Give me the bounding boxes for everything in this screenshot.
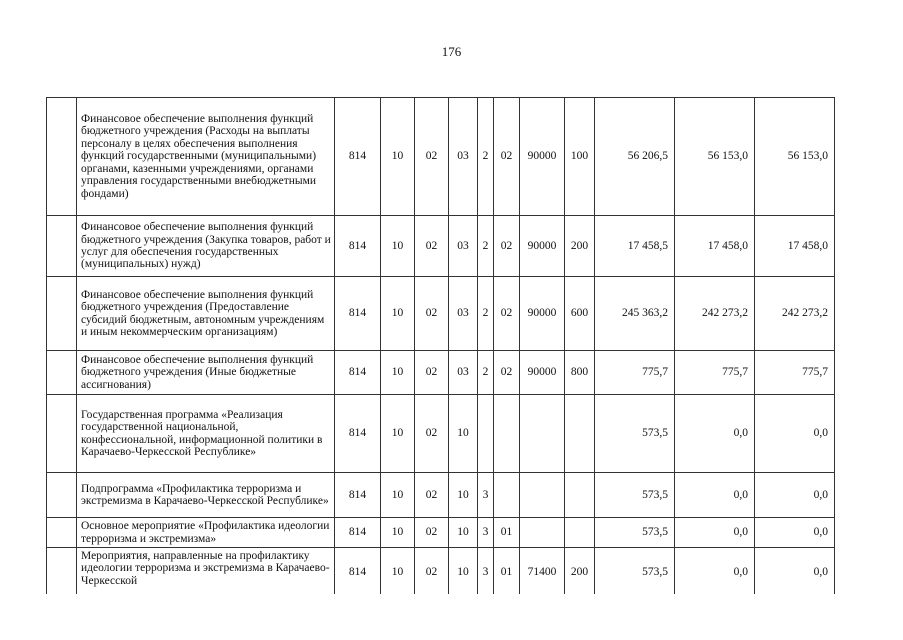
blank-cell — [47, 351, 77, 395]
direction-code: 90000 — [520, 216, 565, 277]
budget-table — [46, 97, 835, 594]
table-row — [47, 98, 835, 216]
row-name: Финансовое обеспечение выполнения функций бюджетного учреждения (Расходы на выплаты персоналу в целях обеспечения выполнения функций государственными (муниципальными) органами, казенными учреждениями, органами управления государственными внебюджетными фондами) — [77, 98, 335, 216]
expense-type-code: 600 — [565, 277, 595, 351]
blank-cell — [47, 473, 77, 518]
section-code: 10 — [381, 216, 415, 277]
row-name: Финансовое обеспечение выполнения функций бюджетного учреждения (Предоставление субсидий бюджетным, автономным учреждениям и иным некоммерческим организациям) — [77, 277, 335, 351]
sum-year-2: 0,0 — [675, 395, 755, 473]
page-number: 176 — [441, 44, 462, 59]
ministry-code: 814 — [335, 216, 381, 277]
program-code: 10 — [449, 518, 478, 548]
row-name: Государственная программа «Реализация государственной национальной, конфессиональной, информационной политики в Карачаево-Черкесской Республике» — [77, 395, 335, 473]
subprogram-code: 2 — [478, 216, 494, 277]
blank-cell — [47, 216, 77, 277]
program-code: 10 — [449, 548, 478, 594]
section-code: 10 — [381, 473, 415, 518]
section-code: 10 — [381, 548, 415, 594]
sum-year-3: 0,0 — [755, 548, 835, 594]
row-name: Основное мероприятие «Профилактика идеологии терроризма и экстремизма» — [77, 518, 335, 548]
main-event-code: 02 — [494, 277, 520, 351]
blank-cell — [47, 98, 77, 216]
sum-year-1: 573,5 — [595, 395, 675, 473]
blank-cell — [47, 395, 77, 473]
sum-year-3: 775,7 — [755, 351, 835, 395]
table-row — [47, 548, 835, 594]
sum-year-1: 17 458,5 — [595, 216, 675, 277]
ministry-code: 814 — [335, 395, 381, 473]
program-code: 03 — [449, 277, 478, 351]
subsection-code: 02 — [415, 548, 449, 594]
sum-year-3: 0,0 — [755, 473, 835, 518]
subprogram-code: 2 — [478, 98, 494, 216]
sum-year-3: 242 273,2 — [755, 277, 835, 351]
sum-year-3: 0,0 — [755, 395, 835, 473]
blank-cell — [47, 548, 77, 594]
section-code: 10 — [381, 277, 415, 351]
row-name: Мероприятия, направленные на профилактику идеологии терроризма и экстремизма в Карачаево-Черкесской — [77, 548, 335, 594]
subsection-code: 02 — [415, 98, 449, 216]
table-row — [47, 473, 835, 518]
expense-type-code: 100 — [565, 98, 595, 216]
subsection-code: 02 — [415, 351, 449, 395]
program-code: 03 — [449, 351, 478, 395]
sum-year-1: 573,5 — [595, 518, 675, 548]
direction-code: 71400 — [520, 548, 565, 594]
row-name: Подпрограмма «Профилактика терроризма и экстремизма в Карачаево-Черкесской Республике» — [77, 473, 335, 518]
program-code: 03 — [449, 216, 478, 277]
main-event-code: 02 — [494, 351, 520, 395]
sum-year-2: 0,0 — [675, 473, 755, 518]
sum-year-2: 775,7 — [675, 351, 755, 395]
sum-year-1: 56 206,5 — [595, 98, 675, 216]
sum-year-3: 0,0 — [755, 518, 835, 548]
subprogram-code: 3 — [478, 548, 494, 594]
main-event-code: 02 — [494, 216, 520, 277]
sum-year-2: 56 153,0 — [675, 98, 755, 216]
ministry-code: 814 — [335, 98, 381, 216]
ministry-code: 814 — [335, 548, 381, 594]
table-row — [47, 395, 835, 473]
blank-cell — [47, 518, 77, 548]
main-event-code — [494, 395, 520, 473]
subprogram-code: 3 — [478, 518, 494, 548]
expense-type-code — [565, 395, 595, 473]
table-row — [47, 216, 835, 277]
section-code: 10 — [381, 395, 415, 473]
section-code: 10 — [381, 98, 415, 216]
sum-year-3: 17 458,0 — [755, 216, 835, 277]
section-code: 10 — [381, 351, 415, 395]
subsection-code: 02 — [415, 216, 449, 277]
sum-year-2: 0,0 — [675, 518, 755, 548]
direction-code — [520, 518, 565, 548]
subsection-code: 02 — [415, 518, 449, 548]
direction-code — [520, 473, 565, 518]
blank-cell — [47, 277, 77, 351]
ministry-code: 814 — [335, 518, 381, 548]
main-event-code — [494, 473, 520, 518]
sum-year-2: 0,0 — [675, 548, 755, 594]
program-code: 10 — [449, 473, 478, 518]
row-name: Финансовое обеспечение выполнения функций бюджетного учреждения (Иные бюджетные ассигнования) — [77, 351, 335, 395]
expense-type-code — [565, 473, 595, 518]
expense-type-code — [565, 518, 595, 548]
main-event-code: 01 — [494, 518, 520, 548]
section-code: 10 — [381, 518, 415, 548]
subprogram-code — [478, 395, 494, 473]
subsection-code: 02 — [415, 473, 449, 518]
subsection-code: 02 — [415, 395, 449, 473]
sum-year-1: 245 363,2 — [595, 277, 675, 351]
direction-code: 90000 — [520, 277, 565, 351]
sum-year-2: 17 458,0 — [675, 216, 755, 277]
subsection-code: 02 — [415, 277, 449, 351]
sum-year-3: 56 153,0 — [755, 98, 835, 216]
program-code: 10 — [449, 395, 478, 473]
ministry-code: 814 — [335, 473, 381, 518]
expense-type-code: 200 — [565, 548, 595, 594]
sum-year-1: 775,7 — [595, 351, 675, 395]
sum-year-1: 573,5 — [595, 548, 675, 594]
table-row — [47, 351, 835, 395]
expense-type-code: 800 — [565, 351, 595, 395]
direction-code: 90000 — [520, 351, 565, 395]
main-event-code: 01 — [494, 548, 520, 594]
subprogram-code: 2 — [478, 351, 494, 395]
table-row — [47, 518, 835, 548]
row-name: Финансовое обеспечение выполнения функций бюджетного учреждения (Закупка товаров, работ и услуг для обеспечения государственных (муниципальных) нужд) — [77, 216, 335, 277]
expense-type-code: 200 — [565, 216, 595, 277]
subprogram-code: 2 — [478, 277, 494, 351]
main-event-code: 02 — [494, 98, 520, 216]
table-row — [47, 277, 835, 351]
ministry-code: 814 — [335, 351, 381, 395]
direction-code — [520, 395, 565, 473]
sum-year-1: 573,5 — [595, 473, 675, 518]
sum-year-2: 242 273,2 — [675, 277, 755, 351]
direction-code: 90000 — [520, 98, 565, 216]
program-code: 03 — [449, 98, 478, 216]
subprogram-code: 3 — [478, 473, 494, 518]
ministry-code: 814 — [335, 277, 381, 351]
